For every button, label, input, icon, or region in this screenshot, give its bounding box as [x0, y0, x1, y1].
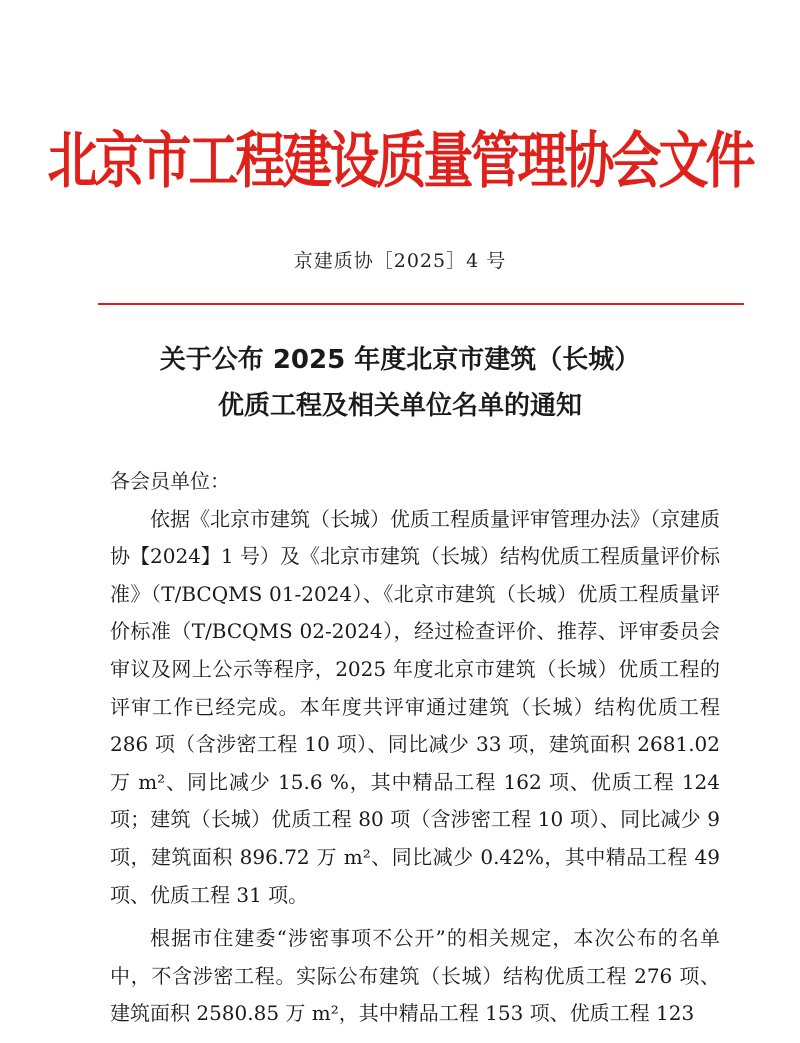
notice-body — [110, 463, 720, 1033]
notice-title-line-1: 关于公布 2025 年度北京市建筑（长城） — [159, 345, 641, 375]
org-header-title: 北京市工程建设质量管理协会文件 — [47, 125, 753, 197]
body-paragraph-2: 根据市住建委“涉密事项不公开”的相关规定，本次公布的名单中，不含涉密工程。实际公布建筑（长城）结构优质工程 276 项、建筑面积 2580.85 万 m²，其中精品工程 153 项、优质工程 123 — [110, 926, 720, 1026]
body-paragraph-1: 依据《北京市建筑（长城）优质工程质量评审管理办法》（京建质协【2024】1 号）及《北京市建筑（长城）结构优质工程质量评价标准》（T/BCQMS 01-2024）、《北京市建筑（长城）优质工程质量评价标准（T/BCQMS 02-2024），经过检查评价、推荐、评审委员会审议及网上公示等程序，2025 年度北京市建筑（长城）优质工程的评审工作已经完成。本年度共评审通过建筑（长城）结构优质工程 286 项（含涉密工程 10 项）、同比减少 33 项，建筑面积 2681.02 万 m²、同比减少 15.6 %，其中精品工程 162 项、优质工程 124 项；建筑（长城）优质工程 80 项（含涉密工程 10 项）、同比减少 9 项，建筑面积 896.72 万 m²、同比减少 0.42%，其中精品工程 49 项、优质工程 31 项。 — [110, 506, 720, 907]
salutation: 各会员单位： — [110, 469, 230, 493]
document-number: 京建质协［2025］4 号 — [293, 250, 507, 272]
notice-title-line-2: 优质工程及相关单位名单的通知 — [217, 391, 582, 421]
notice-title — [0, 337, 800, 429]
red-divider-line — [98, 303, 744, 305]
